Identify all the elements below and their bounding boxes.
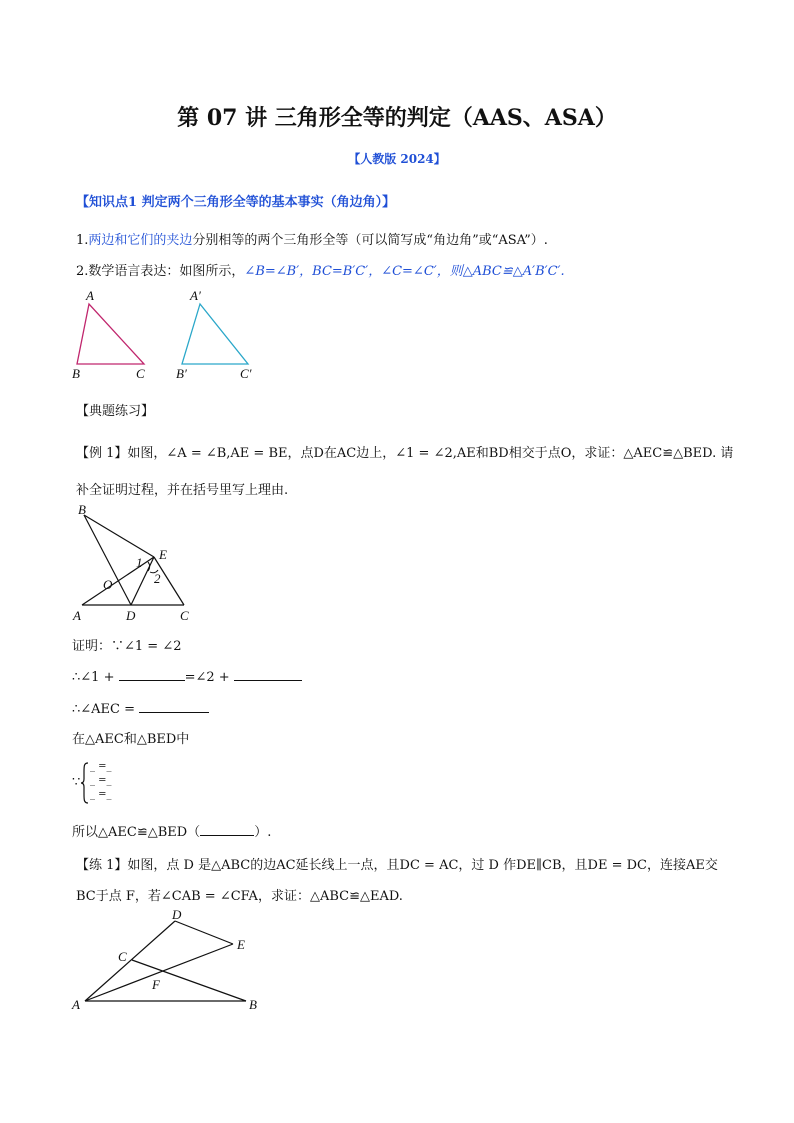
page-title: 第 07 讲 三角形全等的判定（AAS、ASA） xyxy=(177,105,617,131)
proof-conclusion-b: ）. xyxy=(254,825,272,840)
example-1-line-2: 补全证明过程，并在括号里写上理由. xyxy=(76,483,289,498)
label-b: B xyxy=(78,502,86,517)
answer-blank-3[interactable] xyxy=(139,700,209,713)
label-a-prime: A′ xyxy=(190,288,201,303)
kp-line-2-math: ∠B=∠B′，BC=B′C′，∠C=∠C′，则△ABC≌△A′B′C′. xyxy=(244,264,565,279)
brace-icon xyxy=(81,762,89,804)
label-b: B xyxy=(72,366,80,381)
label-angle-2: 2 xyxy=(154,571,161,586)
knowledge-point-heading: 【知识点1 判定两个三角形全等的基本事实（角边角）】 xyxy=(76,195,396,210)
label-e: E xyxy=(159,547,167,562)
edition-subtitle: 【人教版 2024】 xyxy=(348,152,446,166)
practice-1-line-2: BC于点 F，若∠CAB = ∠CFA，求证：△ABC≌△EAD. xyxy=(76,889,403,904)
label-b-prime: B′ xyxy=(176,366,187,381)
label-e: E xyxy=(237,937,245,952)
practice-1-line-1: 【练 1】如图，点 D 是△ABC的边AC延长线上一点，且DC = AC，过 D 作DE∥CB，且DE = DC，连接AE交 xyxy=(76,858,718,873)
label-a: A xyxy=(72,997,80,1012)
proof-line-1: 证明：∵∠1 = ∠2 xyxy=(72,639,182,654)
kp-line-1 xyxy=(76,229,548,248)
brace-row-2[interactable]: _ =_ xyxy=(90,775,112,786)
answer-blank-2[interactable] xyxy=(234,668,302,681)
practice-1-figure xyxy=(70,905,270,1015)
proof-line-3 xyxy=(72,700,209,717)
kp-line-2-number: 2. xyxy=(76,264,89,279)
label-d: D xyxy=(172,907,182,922)
brace-row-1[interactable]: _ =_ xyxy=(90,761,112,772)
proof-line-4: 在△AEC和△BED中 xyxy=(72,732,190,747)
practice-heading: 【典题练习】 xyxy=(76,404,155,419)
label-o: O xyxy=(103,577,113,592)
congruent-triangles-figure xyxy=(60,285,280,385)
proof-conclusion-a: 所以△AEC≌△BED（ xyxy=(72,825,201,840)
label-angle-1: 1 xyxy=(136,555,143,570)
label-c: C xyxy=(180,608,189,623)
proof-line-2-b: =∠2 + xyxy=(184,670,230,685)
triangle-a-prime xyxy=(182,304,248,364)
kp-line-1-highlight: 两边和它们的夹边 xyxy=(88,233,193,248)
label-d: D xyxy=(126,608,136,623)
kp-line-2-text: 数学语言表达：如图所示， xyxy=(88,264,245,279)
label-a: A xyxy=(73,608,81,623)
label-a: A xyxy=(86,288,94,303)
label-f: F xyxy=(152,977,160,992)
kp-line-2 xyxy=(76,260,565,279)
proof-line-3-text: ∴∠AEC = xyxy=(72,702,136,717)
example-1-figure xyxy=(70,500,200,625)
because-symbol: ∵ xyxy=(72,775,81,790)
label-c-prime: C′ xyxy=(240,366,252,381)
kp-line-1-text: 分别相等的两个三角形全等（可以简写成“角边角”或“ASA”）. xyxy=(192,233,548,248)
answer-blank-1[interactable] xyxy=(119,668,185,681)
triangle-abc xyxy=(77,304,144,364)
proof-line-2-a: ∴∠1 + xyxy=(72,670,115,685)
label-c: C xyxy=(118,949,127,964)
answer-blank-reason[interactable] xyxy=(200,823,254,836)
proof-line-2 xyxy=(72,668,302,685)
brace-row-3[interactable]: _ =_ xyxy=(90,789,112,800)
proof-conclusion xyxy=(72,821,271,840)
label-c: C xyxy=(136,366,145,381)
proof-brace-system xyxy=(72,762,132,804)
kp-line-1-number: 1. xyxy=(76,233,89,248)
label-b: B xyxy=(249,997,257,1012)
example-1-line-1: 【例 1】如图，∠A = ∠B,AE = BE，点D在AC边上，∠1 = ∠2,AE和BD相交于点O，求证：△AEC≌△BED. 请 xyxy=(76,446,734,461)
